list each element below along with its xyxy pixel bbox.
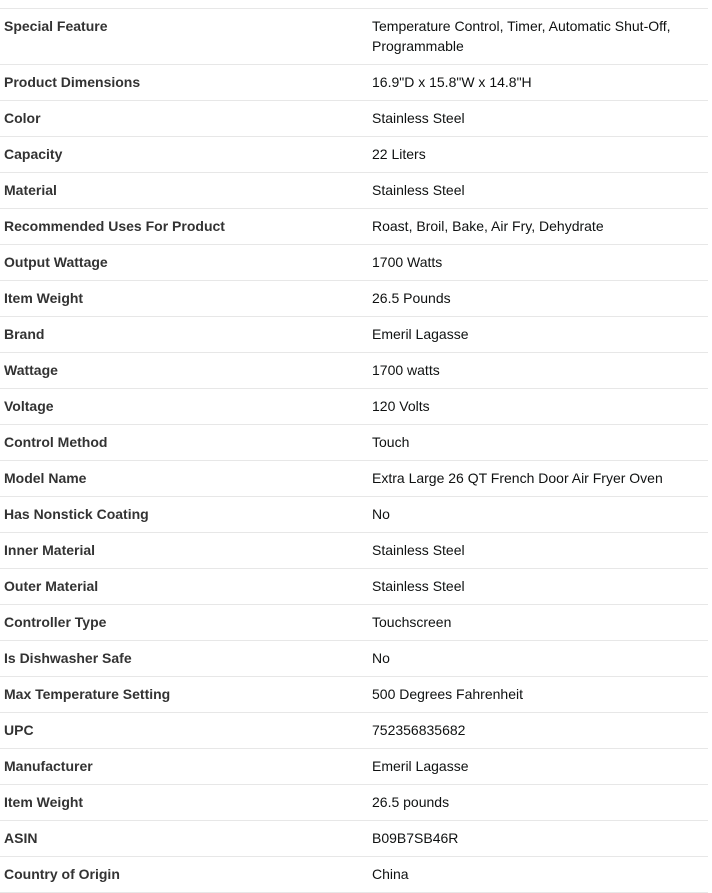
table-row [0, 245, 708, 281]
spec-value-has-nonstick-coating: No [372, 506, 390, 522]
spec-value-country-of-origin: China [372, 866, 409, 882]
spec-value-control-method: Touch [372, 434, 410, 450]
spec-label-special-feature: Special Feature [4, 18, 108, 34]
table-row [0, 785, 708, 821]
table-row [0, 533, 708, 569]
spec-label-brand: Brand [4, 326, 45, 342]
spec-value-product-dimensions: 16.9"D x 15.8"W x 14.8"H [372, 74, 532, 90]
table-row [0, 461, 708, 497]
spec-label-controller-type: Controller Type [4, 614, 107, 630]
spec-label-voltage: Voltage [4, 398, 54, 414]
spec-value-voltage: 120 Volts [372, 398, 430, 414]
table-row [0, 137, 708, 173]
spec-value-inner-material: Stainless Steel [372, 542, 465, 558]
table-row [0, 641, 708, 677]
table-row [0, 857, 708, 893]
spec-value-outer-material: Stainless Steel [372, 578, 465, 594]
spec-value-max-temperature-setting: 500 Degrees Fahrenheit [372, 686, 523, 702]
spec-label-inner-material: Inner Material [4, 542, 96, 558]
spec-label-item-weight-2: Item Weight [4, 794, 84, 810]
spec-value-recommended-uses: Roast, Broil, Bake, Air Fry, Dehydrate [372, 218, 604, 234]
table-row [0, 317, 708, 353]
spec-value-color: Stainless Steel [372, 110, 465, 126]
spec-value-special-feature: Temperature Control, Timer, Automatic Shut-Off, Programmable [372, 18, 671, 54]
spec-value-manufacturer: Emeril Lagasse [372, 758, 469, 774]
spec-value-material: Stainless Steel [372, 182, 465, 198]
spec-label-color: Color [4, 110, 41, 126]
table-row [0, 605, 708, 641]
table-row [0, 281, 708, 317]
spec-value-brand: Emeril Lagasse [372, 326, 469, 342]
spec-label-model-name: Model Name [4, 470, 87, 486]
table-row [0, 101, 708, 137]
spec-value-capacity: 22 Liters [372, 146, 426, 162]
spec-label-material: Material [4, 182, 57, 198]
spec-label-product-dimensions: Product Dimensions [4, 74, 141, 90]
spec-label-capacity: Capacity [4, 146, 63, 162]
spec-label-recommended-uses: Recommended Uses For Product [4, 218, 225, 234]
spec-label-outer-material: Outer Material [4, 578, 99, 594]
specs-table-body [0, 9, 708, 893]
spec-value-upc: 752356835682 [372, 722, 466, 738]
table-row [0, 821, 708, 857]
spec-label-control-method: Control Method [4, 434, 108, 450]
spec-label-output-wattage: Output Wattage [4, 254, 108, 270]
spec-label-wattage: Wattage [4, 362, 58, 378]
table-row [0, 389, 708, 425]
table-row [0, 209, 708, 245]
spec-label-country-of-origin: Country of Origin [4, 866, 120, 882]
spec-label-has-nonstick-coating: Has Nonstick Coating [4, 506, 149, 522]
spec-label-item-weight: Item Weight [4, 290, 84, 306]
spec-value-item-weight: 26.5 Pounds [372, 290, 451, 306]
spec-label-is-dishwasher-safe: Is Dishwasher Safe [4, 650, 132, 666]
spec-value-item-weight-2: 26.5 pounds [372, 794, 450, 810]
product-specifications-table [0, 8, 708, 893]
table-row [0, 173, 708, 209]
spec-value-output-wattage: 1700 Watts [372, 254, 443, 270]
table-row [0, 569, 708, 605]
table-row [0, 65, 708, 101]
spec-value-asin: B09B7SB46R [372, 830, 459, 846]
table-row [0, 425, 708, 461]
table-row [0, 713, 708, 749]
spec-label-manufacturer: Manufacturer [4, 758, 93, 774]
spec-label-asin: ASIN [4, 830, 38, 846]
table-row [0, 677, 708, 713]
spec-value-is-dishwasher-safe: No [372, 650, 390, 666]
spec-value-model-name: Extra Large 26 QT French Door Air Fryer Oven [372, 470, 663, 486]
table-row [0, 749, 708, 785]
table-row [0, 497, 708, 533]
spec-label-upc: UPC [4, 722, 34, 738]
table-row [0, 353, 708, 389]
spec-value-wattage: 1700 watts [372, 362, 440, 378]
spec-label-max-temperature-setting: Max Temperature Setting [4, 686, 171, 702]
spec-value-controller-type: Touchscreen [372, 614, 452, 630]
table-row [0, 9, 708, 65]
